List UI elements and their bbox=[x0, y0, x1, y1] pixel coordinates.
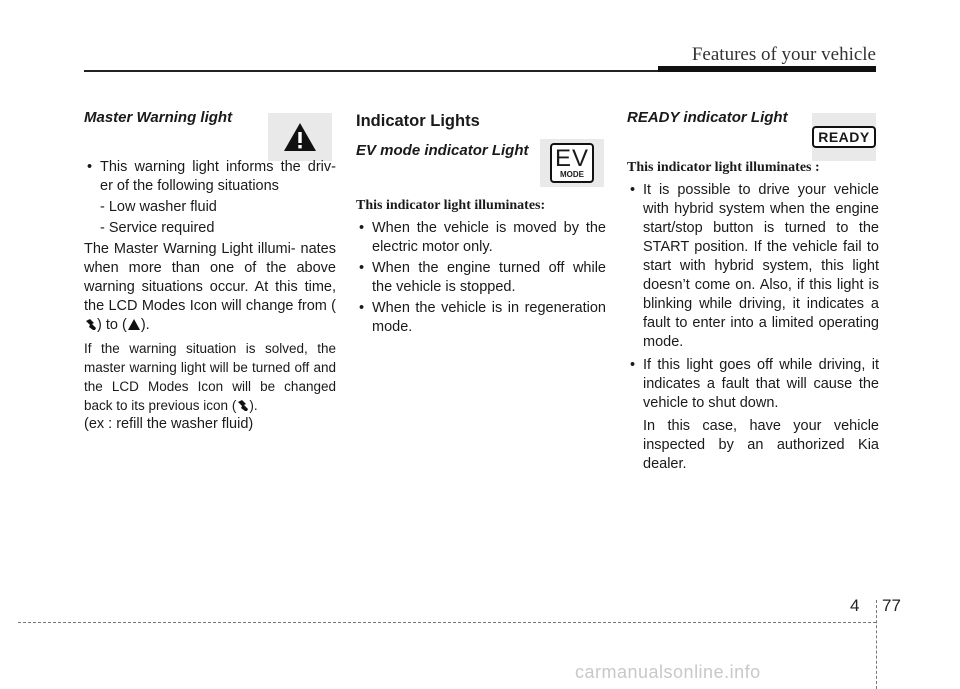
list-item-washer-fluid: - Low washer fluid bbox=[100, 199, 217, 215]
header-rule-accent bbox=[658, 66, 876, 72]
ev-mode-bullet-1: • When the vehicle is moved by the electric motor only. bbox=[356, 219, 606, 257]
paragraph-text-part: ). bbox=[249, 398, 258, 413]
chapter-number: 4 bbox=[850, 596, 860, 615]
paragraph-text-part: ). bbox=[140, 317, 150, 333]
ready-indicator-icon: READY bbox=[812, 126, 876, 148]
ev-mode-bullet-3: • When the vehicle is in regeneration mode. bbox=[356, 299, 606, 337]
paragraph-text-part: ) to ( bbox=[97, 317, 127, 333]
paragraph-text-part: If the warning situation is solved, the master warning light will be turned off and the LCD Modes Icon will be changed back to its previous icon ( bbox=[84, 341, 336, 413]
page-number: 77 bbox=[882, 596, 901, 615]
ready-indicator-intro: This indicator light illuminates : bbox=[627, 160, 820, 175]
column-ready-indicator bbox=[627, 108, 879, 474]
master-warning-example: (ex : refill the washer fluid) bbox=[84, 416, 254, 432]
master-warning-bullet: • This warning light informs the driv- er of the following situations bbox=[84, 158, 336, 196]
wrench-icon bbox=[84, 318, 97, 331]
master-warning-resolved-paragraph bbox=[84, 339, 336, 415]
header-rule bbox=[84, 70, 658, 72]
warning-triangle-small-icon bbox=[127, 318, 141, 331]
ready-bullet-2-continued: In this case, have your vehicle inspected by an authorized Kia dealer. bbox=[643, 418, 879, 472]
ready-bullet-1: • It is possible to drive your vehicle with hybrid system when the engine start/stop button is turned to the START position. If the vehicle fail to start with hybrid system, this light doesn’t come on. Also, if this light is blinking while driving, it indicates a fault to enter into a limited operating mode. bbox=[627, 181, 879, 352]
ev-mode-bullet-2: • When the engine turned off while the vehicle is stopped. bbox=[356, 259, 606, 297]
ev-icon-text: EV bbox=[554, 144, 589, 172]
ev-mode-intro: This indicator light illuminates: bbox=[356, 198, 546, 213]
column-indicator-lights bbox=[356, 108, 606, 337]
wrench-icon bbox=[236, 399, 249, 412]
ready-indicator-heading: READY indicator Light bbox=[627, 109, 788, 126]
footer-divider bbox=[876, 600, 877, 689]
list-item-service-required: - Service required bbox=[100, 220, 215, 236]
watermark: carmanualsonline.info bbox=[575, 662, 761, 682]
footer-rule bbox=[18, 622, 876, 623]
column-master-warning bbox=[84, 108, 336, 434]
header-title: Features of your vehicle bbox=[691, 44, 876, 65]
master-warning-heading: Master Warning light bbox=[84, 109, 233, 126]
ready-bullet-2: • If this light goes off while driving, it indicates a fault that will cause the vehicle to shut down. bbox=[627, 356, 879, 413]
indicator-lights-heading: Indicator Lights bbox=[356, 112, 480, 130]
ev-mode-heading: EV mode indicator Light bbox=[356, 142, 529, 159]
master-warning-paragraph bbox=[84, 240, 336, 335]
ev-icon-subtext: MODE bbox=[560, 169, 584, 179]
paragraph-text-part: The Master Warning Light illumi- nates when more than one of the above warning situations occur. At this time, the LCD Modes Icon will change from ( bbox=[84, 241, 336, 314]
